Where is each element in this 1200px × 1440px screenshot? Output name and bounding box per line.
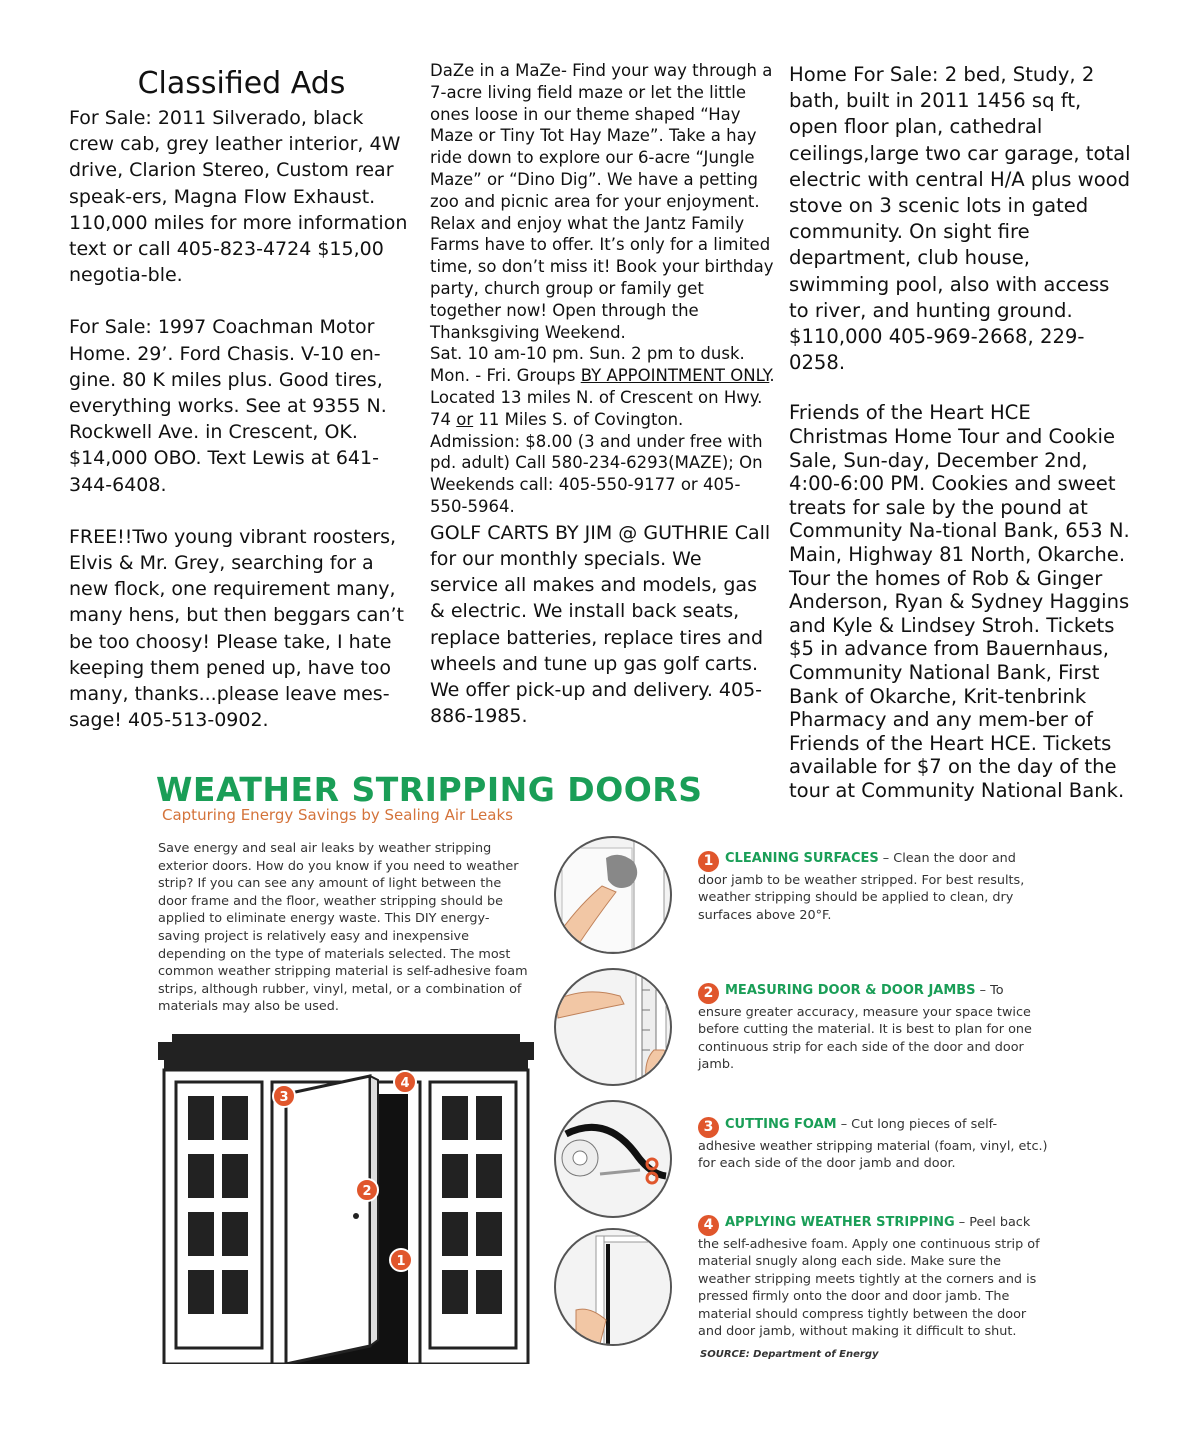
step-4-heading: APPLYING WEATHER STRIPPING	[725, 1215, 955, 1230]
applying-illustration	[554, 1228, 672, 1346]
cutting-illustration	[554, 1100, 672, 1218]
step-1-heading: CLEANING SURFACES	[725, 851, 879, 866]
infographic-title: WEATHER STRIPPING DOORS	[156, 770, 703, 809]
svg-text:4: 4	[400, 1076, 410, 1091]
ad-motor-home: For Sale: 1997 Coachman Motor Home. 29’. Ford Chasis. V-10 en-gine. 80 K miles plus. Good tires, everything works. See at 9355 N. Rockwell Ave. in Crescent, OK. $14,000 OBO. Text Lewis at 641-344-6408.	[69, 316, 387, 496]
maze-appointment: BY APPOINTMENT ONLY	[580, 366, 770, 386]
step-1-text: – Clean the door and door jamb to be weather stripped. For best results, weather stripping should be applied to clean, dry surfaces above 20°F.	[698, 851, 1025, 923]
door-illustration	[158, 1034, 534, 1364]
step-2-number: 2	[698, 983, 719, 1004]
maze-admission: 11 Miles S. of Covington. Admission: $8.00 (3 and under free with pd. adult) Call 580-234-6293(MAZE); On Weekends call: 405-550-9177 or 405-550-5964.	[430, 409, 763, 516]
ad-hce-home-tour: Friends of the Heart HCE Christmas Home Tour and Cookie Sale, Sun-day, December 2nd, 4:00-6:00 PM. Cookies and sweet treats for sale by the pound at Community Na-tional Bank, 653 N. Main, Highway 81 North, Okarche. Tour the homes of Rob & Ginger Anderson, Ryan & Sydney Haggins and Kyle & Lindsey Stroh. Tickets $5 in advance from Bauernhaus, Community National Bank, First Bank of Okarche, Krit-tenbrink Pharmacy and any mem-ber of Friends of the Heart HCE. Tickets available for $7 on the day of the tour at Community National Bank.	[789, 401, 1130, 802]
ad-roosters: FREE!!Two young vibrant roosters, Elvis & Mr. Grey, searching for a new flock, one requirement many, many hens, but then beggars can’t be too choosy! Please take, I hate keeping them pened up, have too many, thanks...please leave mes-sage! 405-513-0902.	[69, 525, 404, 732]
step-4-text: – Peel back the self-adhesive foam. Apply one continuous strip of material snugly along each side. Make sure the weather stripping meets tightly at the corners and is pressed firmly onto the door and door jamb. The material should compress tightly between the door and door jamb, without making it difficult to shut.	[698, 1215, 1040, 1340]
measuring-illustration	[554, 968, 672, 1086]
svg-text:3: 3	[279, 1090, 289, 1105]
step-3-number: 3	[698, 1117, 719, 1138]
step-applying	[698, 1214, 1048, 1340]
maze-location: . Located 13 miles N. of Crescent on Hwy. 74	[430, 366, 775, 429]
source-credit: SOURCE: Department of Energy	[700, 1349, 879, 1360]
door-marker-3	[273, 1085, 295, 1107]
step-2-heading: MEASURING DOOR & DOOR JAMBS	[725, 983, 976, 998]
maze-or: or	[456, 409, 474, 429]
infographic-subtitle: Capturing Energy Savings by Sealing Air Leaks	[162, 806, 513, 824]
weather-stripping-infographic	[150, 770, 1050, 1370]
step-3-heading: CUTTING FOAM	[725, 1117, 837, 1132]
cornice-top	[172, 1034, 520, 1044]
ad-silverado: For Sale: 2011 Silverado, black crew cab, grey leather interior, 4W drive, Clarion Stereo, Custom rear speak-ers, Magna Flow Exhaust. 110,000 miles for more information text or call 405-823-4724 $15,00 negotia-ble.	[69, 107, 408, 287]
step-2-text: – To ensure greater accuracy, measure your space twice before cutting the material. It is best to plan for one continuous strip for each side of the door and door jamb.	[698, 983, 1032, 1073]
step-cleaning	[698, 850, 1048, 924]
classified-column-3	[789, 60, 1134, 829]
maze-description: DaZe in a MaZe- Find your way through a 7-acre living field maze or let the little ones loose in our theme shaped “Hay Maze or Tiny Tot Hay Maze”. Take a hay ride down to explore our 6-acre “Jungle Maze” or “Dino Dig”. We have a petting zoo and picnic area for your enjoyment. Relax and enjoy what the Jantz Family Farms have to offer. It’s only for a limited time, so don’t miss it! Book your birthday party, church group or family get together now! Open through the Thanksgiving Weekend.	[430, 61, 774, 342]
door-edge	[370, 1076, 378, 1346]
classified-column-1	[69, 60, 414, 759]
door-marker-1	[390, 1249, 412, 1271]
door-marker-2	[356, 1179, 378, 1201]
page-title: Classified Ads	[137, 66, 346, 101]
open-door	[286, 1076, 370, 1364]
cleaning-illustration	[554, 836, 672, 954]
ad-maze	[430, 60, 775, 518]
step-3-text: – Cut long pieces of self-adhesive weather stripping material (foam, vinyl, etc.) for each side of the door jamb and door.	[698, 1117, 1048, 1172]
svg-text:1: 1	[396, 1254, 406, 1269]
step-cutting	[698, 1116, 1048, 1173]
ad-home-for-sale: Home For Sale: 2 bed, Study, 2 bath, built in 2011 1456 sq ft, open floor plan, cathedral ceilings,large two car garage, total electric with central H/A plus wood stove on 3 scenic lots in gated community. On sight fire department, club house, swimming pool, also with access to river, and hunting ground. $110,000 405-969-2668, 229-0258.	[789, 63, 1131, 375]
svg-text:2: 2	[362, 1184, 372, 1199]
step-1-number: 1	[698, 851, 719, 872]
step-4-number: 4	[698, 1215, 719, 1236]
cornice	[158, 1042, 534, 1060]
classified-column-2	[430, 60, 775, 755]
infographic-intro: Save energy and seal air leaks by weather stripping exterior doors. How do you know if you need to weather strip? If you can see any amount of light between the door frame and the floor, weather stripping should be applied to eliminate energy waste. This DIY energy-saving project is relatively easy and inexpensive depending on the type of materials selected. The most common weather stripping material is self-adhesive foam strips, although rubber, vinyl, metal, or a combination of materials may also be used.	[158, 841, 528, 1015]
maze-hours: Sat. 10 am-10 pm. Sun. 2 pm to dusk. Mon. - Fri. Groups	[430, 344, 745, 386]
door-knob	[353, 1213, 359, 1219]
step-measuring	[698, 982, 1048, 1074]
door-marker-4	[394, 1071, 416, 1093]
ad-golf-carts: GOLF CARTS BY JIM @ GUTHRIE Call for our monthly specials. We service all makes and models, gas & electric. We install back seats, replace batteries, replace tires and wheels and tune up gas golf carts. We offer pick-up and delivery. 405-886-1985.	[430, 521, 771, 728]
